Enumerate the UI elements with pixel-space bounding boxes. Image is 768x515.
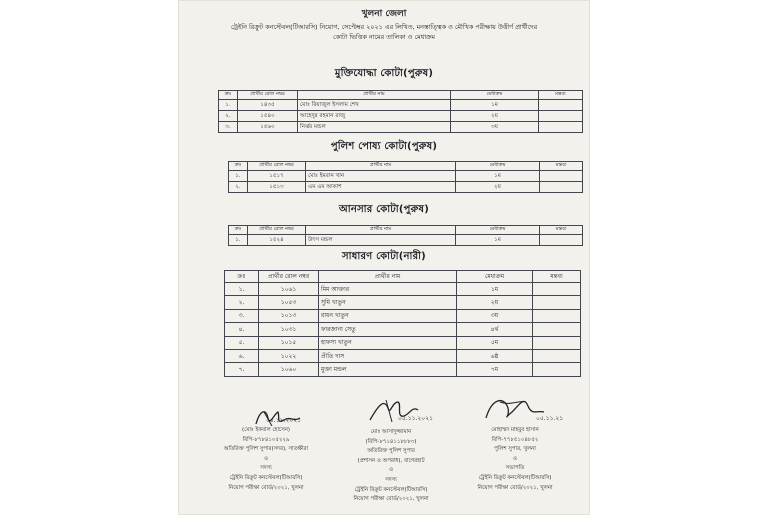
rank-cell: ৫ম <box>457 336 533 349</box>
signature-3-line: পুলিশ সুপার, খুলনা <box>494 446 536 453</box>
remark-cell <box>533 349 581 362</box>
subtitle-line-2: কোটা ভিত্তিক নামের তালিকা ও মেধাক্রম <box>333 33 435 41</box>
district-heading: খুলনা জেলা <box>361 9 407 19</box>
signature-1-line: ও <box>264 455 268 462</box>
roll-cell: ১৫২৪ <box>248 235 306 246</box>
rank-cell: ৭ম <box>457 363 533 376</box>
name-cell: হাফসা খাতুন <box>319 336 457 349</box>
roll-cell: ১৫১৩ <box>248 182 306 193</box>
name-cell: মুক্তা মন্ডল <box>319 363 457 376</box>
col-remark: মন্তব্য <box>540 226 583 235</box>
roll-cell: ১০৩১ <box>259 323 319 336</box>
name-cell: এম এম আকাশ <box>306 182 456 193</box>
table-header-row <box>229 226 583 235</box>
table-freedom-fighter-quota <box>218 90 583 133</box>
remark-cell <box>533 309 581 322</box>
table-row <box>225 336 581 349</box>
serial-cell: ৪. <box>225 323 259 336</box>
table-row <box>225 283 581 296</box>
col-roll: প্রার্থীর রোল নম্বর <box>248 226 306 235</box>
col-rank: মেধাক্রম <box>451 91 539 100</box>
table-row <box>219 111 583 122</box>
signature-3-line: ট্রেইনি রিক্রুট কনস্টেবল(টিআরসি) <box>478 474 552 481</box>
col-name: প্রার্থীর নাম <box>319 271 457 283</box>
col-name: প্রার্থীর নাম <box>306 162 456 171</box>
col-roll: প্রার্থীর রোল নম্বর <box>259 271 319 283</box>
signature-3-date: ০৫.১১.২১ <box>536 415 564 422</box>
roll-cell: ১৪৩৫ <box>238 100 298 111</box>
serial-cell: ১. <box>229 171 248 182</box>
signature-1-line: বিপি-৮৭৮৪১০৫২২৯ <box>242 436 290 443</box>
col-remark: মন্তব্য <box>539 91 583 100</box>
table-row <box>219 122 583 133</box>
col-roll: প্রার্থীর রোল নম্বর <box>238 91 298 100</box>
name-cell: মোঃ রিয়াজুল ইসলাম শেখ <box>298 100 451 111</box>
section-title-police-dependent: পুলিশ পোষ্য কোটা(পুরুষ) <box>330 141 438 152</box>
rank-cell: ২য় <box>451 111 539 122</box>
signature-2-line: সদস্য <box>385 476 397 483</box>
rank-cell: ১ম <box>456 171 540 182</box>
serial-cell: ৩. <box>219 122 238 133</box>
signature-3-line: বিপি-৭৭৮৫১০৪৮৫২ <box>491 436 539 443</box>
remark-cell <box>533 336 581 349</box>
roll-cell: ১০৬১ <box>259 283 319 296</box>
remark-cell <box>539 100 583 111</box>
signature-1-line: অতিরিক্ত পুলিশ সুপার(সদর), সাতক্ষীরা <box>223 446 309 453</box>
rank-cell: ৩য় <box>451 122 539 133</box>
remark-cell <box>533 283 581 296</box>
name-cell: ফারজানা সেতু <box>319 323 457 336</box>
name-cell: মোঃ ইমরান খান <box>306 171 456 182</box>
table-row <box>229 171 583 182</box>
signature-2-line: মোঃ আসাদুজ্জামান <box>370 429 412 435</box>
document-page <box>178 0 590 515</box>
signature-2-date: ০৫.১১.২০২১ <box>398 415 433 422</box>
table-ansar-quota <box>228 225 583 246</box>
serial-cell: ১. <box>219 100 238 111</box>
signature-2-line: নিয়োগ পরীক্ষা বোর্ড/২০২১, খুলনা <box>353 496 429 503</box>
signature-1-block <box>206 417 326 493</box>
col-name: প্রার্থীর নাম <box>306 226 456 235</box>
rank-cell: ৬ষ্ঠ <box>457 349 533 362</box>
remark-cell <box>539 122 583 133</box>
remark-cell <box>540 235 583 246</box>
serial-cell: ৭. <box>225 363 259 376</box>
signature-1-line: সদস্য <box>260 465 272 472</box>
col-remark: মন্তব্য <box>533 271 581 283</box>
signature-2-line: অতিরিক্ত পুলিশ সুপার <box>367 448 415 455</box>
serial-cell: ২. <box>229 182 248 193</box>
section-title-freedom-fighter: মুক্তিযোদ্ধা কোটা(পুরুষ) <box>334 68 434 79</box>
table-general-female-quota <box>224 270 581 377</box>
table-row <box>225 296 581 309</box>
col-roll: প্রার্থীর রোল নম্বর <box>248 162 306 171</box>
roll-cell: ১৫৪০ <box>238 111 298 122</box>
table-header-row <box>225 271 581 283</box>
roll-cell: ১০৬০ <box>259 363 319 376</box>
subtitle-line-1: ট্রেইনি রিক্রুট কনস্টেবল(টিআরসি) নিয়োগ, সেপ্টেম্বর ২০২১ এর লিখিত, মনস্তাত্ত্বিক ও মৌখিক পরীক্ষায় উত্তীর্ণ প্রার্থীদের <box>230 23 538 31</box>
serial-cell: ২. <box>219 111 238 122</box>
table-header-row <box>219 91 583 100</box>
col-serial: ক্রঃ <box>229 162 248 171</box>
col-serial: ক্রঃ <box>229 226 248 235</box>
signature-2-line: ট্রেইনি রিক্রুট কনস্টেবল(টিআরসি) <box>354 486 428 493</box>
rank-cell: ২য় <box>457 296 533 309</box>
table-row <box>219 100 583 111</box>
roll-cell: ১০১৩ <box>259 309 319 322</box>
serial-cell: ১. <box>225 283 259 296</box>
rank-cell: ১ম <box>451 100 539 111</box>
signature-1-line: (মোঃ ইকবাল হোসেন) <box>242 427 290 433</box>
table-row <box>229 182 583 193</box>
col-name: প্রার্থীর নাম <box>298 91 451 100</box>
name-cell: আহেদুর রহমান রাজু <box>298 111 451 122</box>
signature-3-line: সভাপতি <box>505 465 525 472</box>
remark-cell <box>539 111 583 122</box>
name-cell: উৎস মন্ডল <box>306 235 456 246</box>
name-cell: রাধন খাতুন <box>319 309 457 322</box>
table-header-row <box>229 162 583 171</box>
signature-2-line: ও <box>389 467 393 474</box>
signature-3-line: নিয়োগ পরীক্ষা বোর্ড/২০২১, খুলনা <box>477 484 553 491</box>
table-row <box>225 309 581 322</box>
roll-cell: ১৫১৭ <box>248 171 306 182</box>
roll-cell: ১০২২ <box>259 349 319 362</box>
document-subtitle <box>178 22 590 42</box>
rank-cell: ৪র্থ <box>457 323 533 336</box>
col-rank: মেধাক্রম <box>456 226 540 235</box>
serial-cell: ৩. <box>225 309 259 322</box>
table-row <box>229 235 583 246</box>
serial-cell: ২. <box>225 296 259 309</box>
signature-2-line: (বিপি-৮৭১৪১১৮৮৮৩) <box>365 438 417 445</box>
section-title-general-female: সাধারণ কোটা(নারী) <box>342 251 426 262</box>
col-rank: মেধাক্রম <box>456 162 540 171</box>
rank-cell: ৩য় <box>457 309 533 322</box>
signature-1-line: নিয়োগ পরীক্ষা বোর্ড/২০২১, খুলনা <box>228 484 304 491</box>
signature-1-date: ০৫.১১.২০২১ <box>266 417 301 424</box>
table-row <box>225 349 581 362</box>
name-cell: নির্ঝর মন্ডল <box>298 122 451 133</box>
name-cell: মিম আক্তার <box>319 283 457 296</box>
roll-cell: ১৫৬০ <box>238 122 298 133</box>
serial-cell: ১. <box>229 235 248 246</box>
remark-cell <box>540 171 583 182</box>
remark-cell <box>540 182 583 193</box>
remark-cell <box>533 323 581 336</box>
section-title-ansar: আনসার কোটা(পুরুষ) <box>339 204 429 215</box>
table-row <box>225 323 581 336</box>
table-row <box>225 363 581 376</box>
signature-3-line: মোহাম্মদ মাহবুব হাসান <box>491 427 539 433</box>
rank-cell: ১ম <box>456 235 540 246</box>
signature-1-line: ট্রেইনি রিক্রুট কনস্টেবল(টিআরসি) <box>229 474 303 481</box>
rank-cell: ১ম <box>457 283 533 296</box>
roll-cell: ১০৫৩ <box>259 296 319 309</box>
serial-cell: ৬. <box>225 349 259 362</box>
rank-cell: ২য় <box>456 182 540 193</box>
signature-3-line: ও <box>513 455 517 462</box>
remark-cell <box>533 296 581 309</box>
serial-cell: ৫. <box>225 336 259 349</box>
signature-3-block <box>450 415 580 493</box>
signature-2-block <box>326 415 456 505</box>
col-serial: ক্রঃ <box>225 271 259 283</box>
name-cell: সুমি খাতুন <box>319 296 457 309</box>
col-serial: ক্রঃ <box>219 91 238 100</box>
col-rank: মেধাক্রম <box>457 271 533 283</box>
remark-cell <box>533 363 581 376</box>
table-police-dependent-quota <box>228 161 583 193</box>
signature-2-line: (প্রশাসন ও অপরাধ), বাগেরহাট <box>357 457 425 464</box>
name-cell: প্রীতি দাস <box>319 349 457 362</box>
col-remark: মন্তব্য <box>540 162 583 171</box>
roll-cell: ১০১৫ <box>259 336 319 349</box>
